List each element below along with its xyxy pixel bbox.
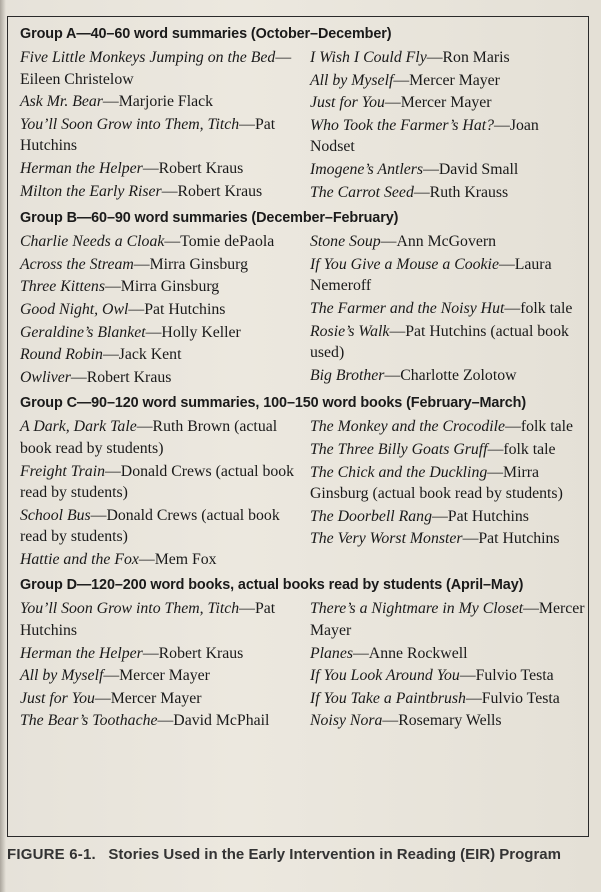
- book-author: —Pat Hutchins: [128, 300, 226, 318]
- book-entry: [20, 299, 310, 321]
- book-entry: [310, 115, 585, 158]
- book-author: —Ron Maris: [426, 49, 510, 66]
- book-entry: [310, 688, 585, 710]
- book-entry: [20, 416, 310, 459]
- book-title: The Bear’s Toothache: [20, 712, 158, 730]
- book-title: Freight Train: [20, 462, 105, 480]
- book-title: All by Myself: [20, 667, 104, 685]
- book-title: Geraldine’s Blanket: [20, 323, 146, 341]
- book-author: —Donald Crews (actual book read by students): [20, 462, 295, 502]
- book-entry: [20, 158, 310, 180]
- book-author: —Mercer Mayer: [94, 689, 202, 707]
- book-title: Owliver: [20, 368, 71, 386]
- book-entry: [310, 528, 585, 550]
- book-author: —David McPhail: [157, 712, 270, 730]
- group-section: [20, 393, 588, 571]
- book-title: If You Give a Mouse a Cookie: [310, 255, 499, 273]
- book-title: The Three Billy Goats Gruff: [310, 440, 488, 458]
- book-entry: [20, 91, 310, 113]
- book-entry: [20, 688, 310, 710]
- book-entry: [310, 182, 585, 204]
- book-author: —Pat Hutchins: [431, 507, 529, 525]
- book-author: —Marjorie Flack: [102, 93, 214, 111]
- group-columns: [20, 231, 588, 389]
- group-heading: Group C—90–120 word summaries, 100–150 word books (February–March): [20, 395, 527, 412]
- book-title: Ask Mr. Bear: [20, 93, 103, 111]
- book-entry: [20, 254, 310, 276]
- book-entry: [310, 439, 585, 461]
- book-author: —Joan Nodset: [310, 116, 539, 156]
- book-author: —Rosemary Wells: [382, 712, 502, 730]
- book-title: The Carrot Seed: [310, 183, 414, 201]
- book-title: Charlie Needs a Cloak: [20, 233, 165, 251]
- book-entry: [310, 231, 585, 253]
- book-title: If You Take a Paintbrush: [310, 689, 466, 707]
- book-author: —Mirra Ginsburg (actual book read by students): [310, 463, 563, 503]
- book-entry: [20, 461, 310, 504]
- book-author: —Mirra Ginsburg: [104, 278, 220, 296]
- book-author: —folk tale: [487, 440, 556, 458]
- book-title: Five Little Monkeys Jumping on the Bed: [20, 49, 276, 66]
- book-title: Across the Stream: [20, 255, 134, 273]
- book-column-left: [20, 598, 310, 733]
- book-title: There’s a Nightmare in My Closet: [310, 600, 524, 618]
- book-entry: [20, 505, 310, 548]
- book-entry: [310, 298, 585, 320]
- book-author: —Mem Fox: [138, 550, 217, 568]
- book-entry: [20, 47, 310, 90]
- book-column-left: [20, 47, 310, 204]
- book-column-left: [20, 231, 310, 389]
- book-author: —Holly Keller: [145, 323, 241, 341]
- book-entry: [310, 598, 585, 641]
- book-title: The Monkey and the Crocodile: [310, 418, 506, 436]
- book-author: —Ruth Krauss: [413, 183, 509, 201]
- book-author: —folk tale: [504, 299, 573, 317]
- book-author: —Robert Kraus: [161, 182, 263, 200]
- book-entry: [310, 254, 585, 297]
- binding-shadow: [0, 0, 6, 892]
- book-entry: [20, 549, 310, 571]
- book-author: —Pat Hutchins: [462, 530, 560, 548]
- book-author: —Mercer Mayer: [393, 71, 500, 89]
- book-entry: [20, 710, 310, 732]
- book-author: —Pat Hutchins: [20, 115, 276, 155]
- book-author: —Tomie dePaola: [164, 233, 275, 251]
- book-title: Hattie and the Fox: [20, 550, 139, 568]
- book-entry: [310, 47, 585, 69]
- book-title: The Chick and the Duckling: [310, 463, 488, 481]
- group-section: [20, 575, 588, 733]
- book-entry: [20, 114, 310, 157]
- book-author: —Fulvio Testa: [459, 667, 554, 685]
- book-entry: [20, 665, 310, 687]
- book-entry: [310, 159, 585, 181]
- book-entry: [20, 181, 310, 203]
- book-title: Three Kittens: [20, 278, 105, 296]
- group-section: [20, 24, 588, 204]
- book-title: Rosie’s Walk: [310, 322, 390, 340]
- caption-text: Stories Used in the Early Intervention in Reading (EIR) Program: [108, 846, 561, 863]
- book-author: —Donald Crews (actual book read by students): [20, 506, 280, 546]
- book-author: —Pat Hutchins: [20, 600, 276, 640]
- book-entry: [310, 365, 585, 387]
- figure-box: [7, 16, 589, 837]
- book-column-right: [310, 231, 585, 389]
- book-entry: [20, 344, 310, 366]
- book-author: —Laura Nemeroff: [310, 255, 552, 295]
- book-title: Just for You: [20, 689, 95, 707]
- book-entry: [20, 598, 310, 641]
- book-author: —folk tale: [505, 418, 574, 436]
- book-entry: [20, 322, 310, 344]
- book-title: School Bus: [20, 506, 91, 524]
- book-title: Planes: [310, 644, 353, 662]
- book-title: The Very Worst Monster: [310, 530, 463, 548]
- book-title: You’ll Soon Grow into Them, Titch: [20, 115, 240, 133]
- book-entry: [310, 710, 585, 732]
- book-title: The Doorbell Rang: [310, 507, 432, 525]
- figure-caption: [7, 843, 592, 866]
- book-title: You’ll Soon Grow into Them, Titch: [20, 600, 240, 618]
- book-title: Milton the Early Riser: [20, 182, 162, 200]
- book-author: —Anne Rockwell: [353, 644, 468, 662]
- book-author: —Mercer Mayer: [310, 600, 585, 640]
- book-title: All by Myself: [310, 71, 394, 89]
- book-title: Who Took the Farmer’s Hat?: [310, 116, 495, 134]
- book-column-right: [310, 598, 585, 733]
- book-title: The Farmer and the Noisy Hut: [310, 299, 505, 317]
- book-author: —Robert Kraus: [70, 368, 172, 386]
- book-entry: [20, 367, 310, 389]
- book-entry: [310, 321, 585, 364]
- book-column-right: [310, 47, 585, 204]
- book-column-left: [20, 416, 310, 571]
- book-author: —Mercer Mayer: [103, 667, 210, 685]
- book-author: —Fulvio Testa: [465, 689, 560, 707]
- book-title: If You Look Around You: [310, 667, 460, 685]
- book-author: —Eileen Christelow: [20, 49, 292, 88]
- book-author: —Ruth Brown (actual book read by students): [20, 418, 278, 457]
- book-title: Big Brother: [310, 366, 385, 384]
- book-entry: [310, 416, 585, 438]
- book-author: —Mercer Mayer: [384, 94, 492, 112]
- book-entry: [310, 70, 585, 92]
- book-title: Herman the Helper: [20, 644, 143, 662]
- book-author: —Ann McGovern: [380, 233, 497, 251]
- book-title: Good Night, Owl: [20, 300, 129, 318]
- book-author: —Pat Hutchins (actual book used): [310, 322, 569, 362]
- book-title: I Wish I Could Fly: [310, 49, 427, 66]
- book-title: Stone Soup: [310, 233, 381, 251]
- group-heading: Group B—60–90 word summaries (December–February): [20, 210, 399, 227]
- book-author: —Robert Kraus: [142, 159, 244, 177]
- book-author: —Robert Kraus: [142, 644, 244, 662]
- book-title: Imogene’s Antlers: [310, 160, 424, 178]
- group-heading: Group A—40–60 word summaries (October–December): [20, 26, 392, 42]
- book-author: —Charlotte Zolotow: [384, 366, 517, 384]
- book-author: —David Small: [423, 160, 519, 178]
- book-entry: [310, 643, 585, 665]
- book-title: A Dark, Dark Tale: [20, 418, 137, 436]
- book-entry: [310, 92, 585, 114]
- book-entry: [20, 643, 310, 665]
- group-heading: Group D—120–200 word books, actual books read by students (April–May): [20, 577, 524, 594]
- group-columns: [20, 416, 588, 571]
- book-author: —Jack Kent: [102, 346, 182, 364]
- book-entry: [20, 276, 310, 298]
- book-entry: [310, 462, 585, 505]
- book-author: —Mirra Ginsburg: [133, 255, 249, 273]
- book-title: Noisy Nora: [310, 712, 383, 730]
- group-section: [20, 208, 588, 389]
- caption-label: FIGURE 6-1.: [7, 846, 96, 863]
- book-entry: [310, 506, 585, 528]
- book-title: Herman the Helper: [20, 159, 143, 177]
- group-columns: [20, 598, 588, 733]
- book-title: Just for You: [310, 94, 385, 112]
- book-title: Round Robin: [20, 346, 103, 364]
- group-columns: [20, 47, 588, 204]
- book-entry: [310, 665, 585, 687]
- book-entry: [20, 231, 310, 253]
- book-column-right: [310, 416, 585, 571]
